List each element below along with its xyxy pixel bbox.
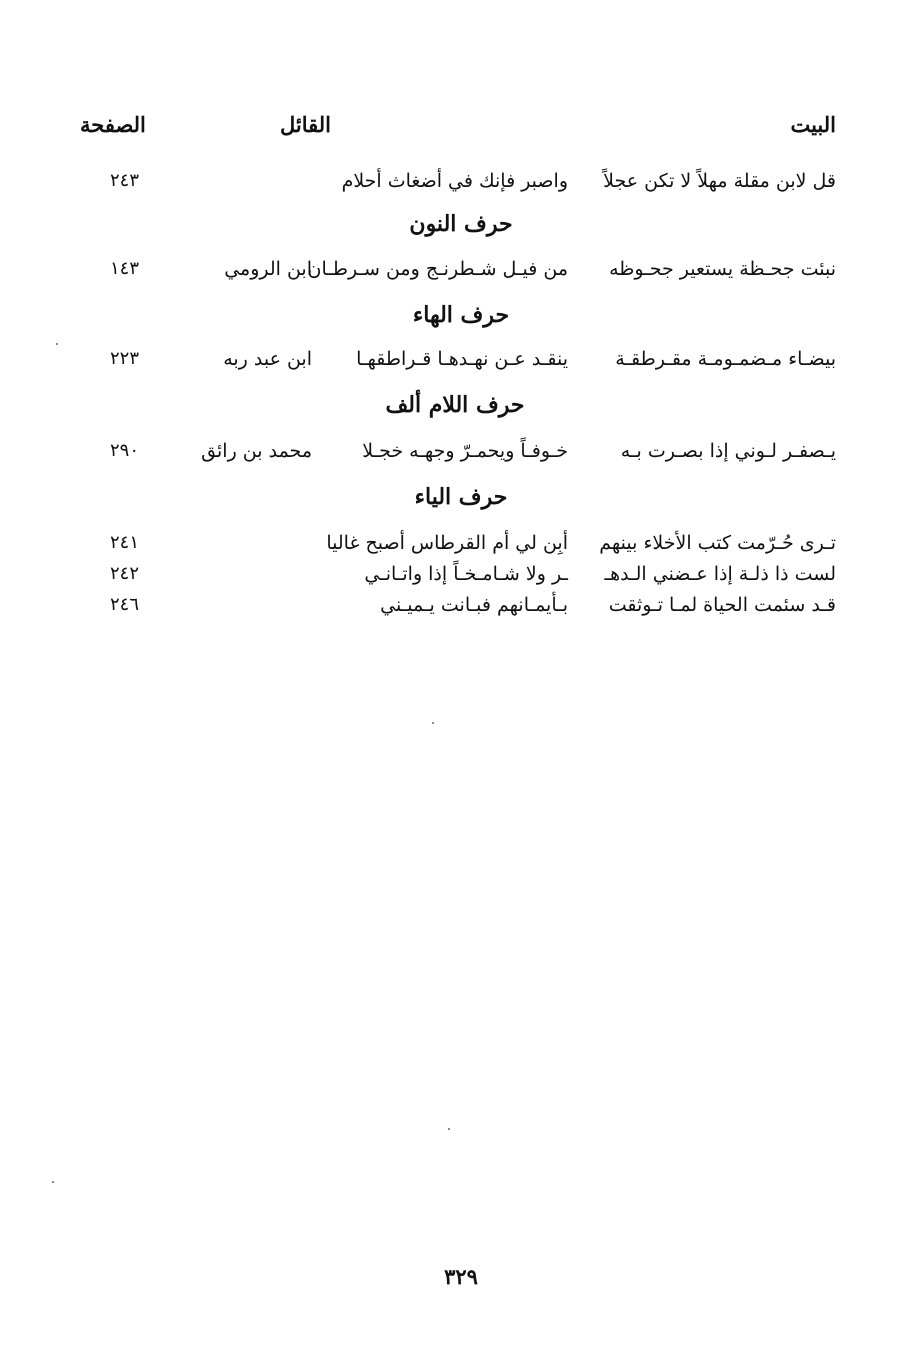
column-header-verse: البيت [790, 112, 836, 137]
column-header-poet: القائل [280, 112, 332, 137]
table-row [0, 594, 922, 624]
first-hemistich: قل لابن مقلة مهلاً لا تكن عجلاً [603, 170, 836, 192]
first-hemistich: تـرى حُـرّمت كتب الأخلاء بينهم [599, 532, 836, 554]
first-hemistich: قـد سئمت الحياة لمـا تـوثقت [608, 594, 836, 616]
scan-speck [56, 343, 58, 345]
second-hemistich: خـوفـاً ويحمـرّ وجهـه خجـلا [362, 440, 568, 462]
first-hemistich: لست ذا ذلـة إذا عـضني الـدهـ [604, 563, 836, 585]
second-hemistich: ـر ولا شـامـخـاً إذا واتـانـي [364, 563, 568, 585]
table-row [0, 258, 922, 288]
table-row [0, 532, 922, 562]
section-heading [0, 211, 922, 237]
scan-speck [52, 1181, 54, 1183]
second-hemistich: بـأيمـانهم فبـانت يـميـني [380, 594, 568, 616]
section-title: حرف الياء [414, 484, 508, 510]
page-ref: ١٤٣ [110, 258, 140, 279]
table-row [0, 170, 922, 200]
second-hemistich: من فيـل شـطرنـج ومن سـرطـان [307, 258, 568, 280]
page-ref: ٢٤١ [110, 532, 140, 553]
first-hemistich: بيضـاء مـضمـومـة مقـرطقـة [615, 348, 836, 370]
page-number: ٣٢٩ [444, 1264, 478, 1289]
poet-name: ابن الرومي [224, 258, 312, 280]
section-heading [0, 302, 922, 328]
poet-name: ابن عبد ربه [223, 348, 312, 370]
scan-speck [448, 1128, 450, 1130]
first-hemistich: نبئت جحـظة يستعير جحـوظه [609, 258, 836, 280]
table-row [0, 563, 922, 593]
section-title: حرف الهاء [412, 302, 510, 328]
page-ref: ٢٩٠ [110, 440, 140, 461]
section-heading [0, 392, 922, 418]
scan-speck [432, 722, 434, 724]
table-row [0, 348, 922, 378]
page-ref: ٢٤٣ [110, 170, 140, 191]
second-hemistich: ينقـد عـن نهـدهـا قـراطقهـا [356, 348, 568, 370]
section-heading [0, 484, 922, 510]
first-hemistich: يـصفـر لـوني إذا بصـرت بـه [620, 440, 836, 462]
page-ref: ٢٢٣ [110, 348, 140, 369]
section-title: حرف اللام ألف [385, 392, 525, 418]
page-ref: ٢٤٦ [110, 594, 140, 615]
table-row [0, 440, 922, 470]
second-hemistich: واصبر فإنك في أضغاث أحلام [341, 170, 568, 192]
section-title: حرف النون [409, 211, 513, 237]
page-ref: ٢٤٢ [110, 563, 140, 584]
column-header-page: الصفحة [80, 112, 146, 137]
poet-name: محمد بن رائق [201, 440, 312, 462]
second-hemistich: أبِن لي أم القرطاس أصبح غاليا [326, 532, 568, 554]
